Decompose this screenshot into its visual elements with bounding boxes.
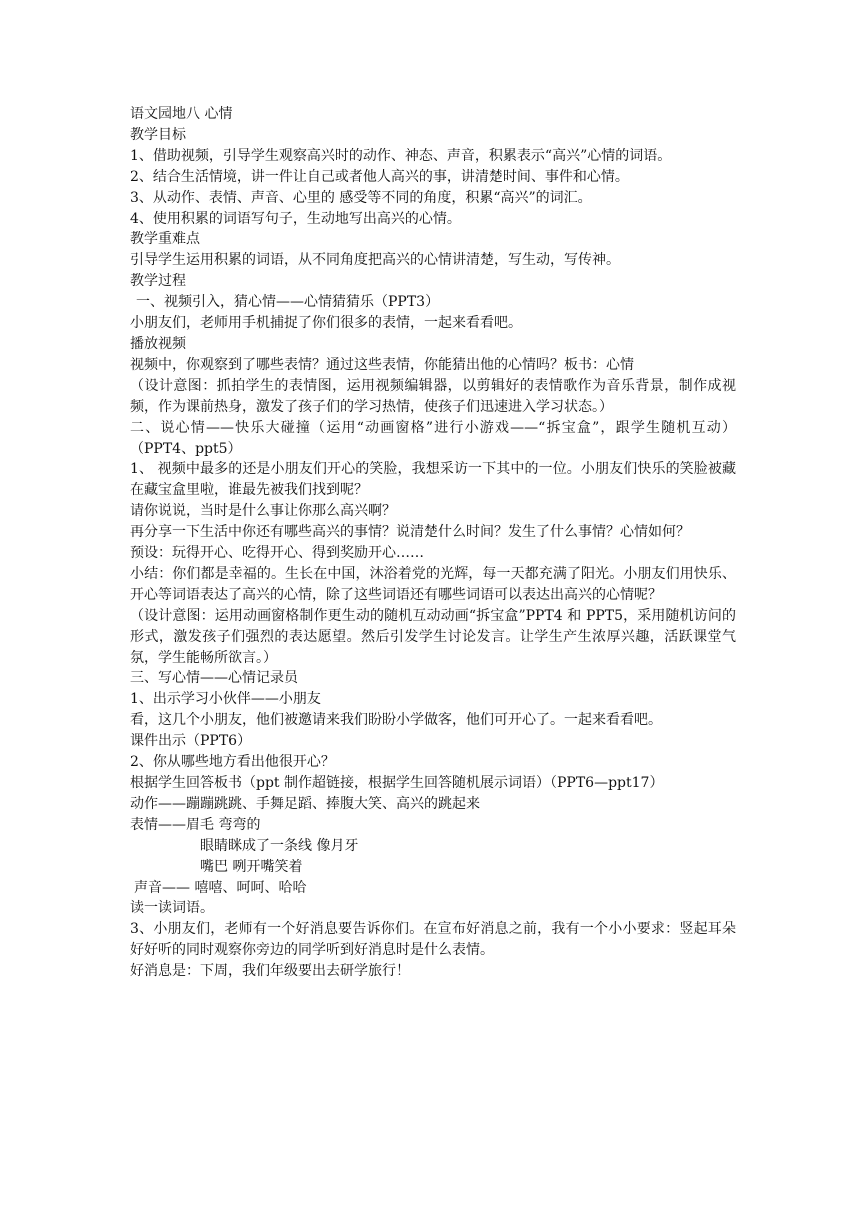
- paragraph: 1、 视频中最多的还是小朋友们开心的笑脸，我想采访一下其中的一位。小朋友们快乐的笑脸被藏在藏宝盒里啦，谁最先被我们找到呢？: [130, 461, 736, 499]
- paragraph: 读一读词语。: [130, 900, 214, 917]
- goal-item: 1、借助视频，引导学生观察高兴时的动作、神态、声音，积累表示“高兴”心情的词语。: [130, 147, 672, 164]
- paragraph: 播放视频: [130, 335, 186, 352]
- paragraph: 嘴巴 咧开嘴笑着: [200, 858, 303, 875]
- goals-heading: 教学目标: [130, 126, 186, 143]
- paragraph: 请你说说，当时是什么事让你那么高兴啊？: [130, 503, 396, 520]
- paragraph: 2、你从哪些地方看出他很开心？: [130, 754, 335, 771]
- document-page: [130, 104, 736, 982]
- section-1-heading: 一、视频引入，猜心情——心情猜猜乐（PPT3）: [136, 294, 440, 311]
- goal-item: 2、结合生活情境，讲一件让自己或者他人高兴的事，讲清楚时间、事件和心情。: [130, 168, 629, 185]
- process-heading: 教学过程: [130, 273, 186, 290]
- paragraph: 再分享一下生活中你还有哪些高兴的事情？说清楚什么时间？发生了什么事情？心情如何？: [130, 524, 690, 541]
- paragraph: 声音—— 嘻嘻、呵呵、哈哈: [134, 879, 307, 896]
- design-note: （设计意图：抓拍学生的表情图，运用视频编辑器，以剪辑好的表情歌作为音乐背景，制作成视频，作为课前热身，激发了孩子们的学习热情，使孩子们迅速进入学习状态。）: [130, 377, 736, 415]
- doc-title: 语文园地八 心情: [130, 106, 233, 122]
- paragraph: 视频中，你观察到了哪些表情？通过这些表情，你能猜出他的心情吗？板书：心情: [130, 356, 634, 373]
- section-3-heading: 三、写心情——心情记录员: [130, 670, 298, 687]
- paragraph: 小结：你们都是幸福的。生长在中国，沐浴着党的光辉，每一天都充满了阳光。小朋友们用快乐、开心等词语表达了高兴的心情，除了这些词语还有哪些词语可以表达出高兴的心情呢？: [130, 565, 736, 603]
- paragraph: 眼睛眯成了一条线 像月牙: [200, 837, 359, 854]
- paragraph: 动作——蹦蹦跳跳、手舞足蹈、捧腹大笑、高兴的跳起来: [130, 795, 480, 812]
- paragraph: 看，这几个小朋友，他们被邀请来我们盼盼小学做客，他们可开心了。一起来看看吧。: [130, 712, 662, 729]
- goal-item: 3、从动作、表情、声音、心里的 感受等不同的角度，积累“高兴”的词汇。: [130, 189, 592, 206]
- design-note: （设计意图：运用动画窗格制作更生动的随机互动动画“拆宝盒”PPT4 和 PPT5，采用随机访问的形式，激发孩子们强烈的表达愿望。然后引发学生讨论发言。让学生产生浓厚兴趣，活跃课堂气氛，学生能畅所欲言。）: [130, 607, 736, 666]
- paragraph: 预设：玩得开心、吃得开心、得到奖励开心……: [130, 545, 424, 562]
- paragraph: 好消息是：下周，我们年级要出去研学旅行！: [130, 963, 410, 980]
- paragraph: 1、出示学习小伙伴——小朋友: [130, 691, 321, 708]
- section-2-heading: 二、说心情——快乐大碰撞（运用“动画窗格”进行小游戏——“拆宝盒”，跟学生随机互动）（PPT4、ppt5）: [130, 419, 736, 457]
- paragraph: 课件出示（PPT6）: [130, 733, 252, 750]
- paragraph: 3、小朋友们，老师有一个好消息要告诉你们。在宣布好消息之前，我有一个小小要求：竖起耳朵好好听的同时观察你旁边的同学听到好消息时是什么表情。: [130, 921, 736, 959]
- paragraph: 小朋友们，老师用手机捕捉了你们很多的表情，一起来看看吧。: [130, 315, 522, 332]
- goal-item: 4、使用积累的词语写句子，生动地写出高兴的心情。: [130, 210, 461, 227]
- paragraph: 表情——眉毛 弯弯的: [130, 816, 261, 833]
- paragraph: 根据学生回答板书（ppt 制作超链接，根据学生回答随机展示词语）（PPT6—ppt17）: [130, 775, 664, 791]
- key-text: 引导学生运用积累的词语，从不同角度把高兴的心情讲清楚，写生动，写传神。: [130, 252, 620, 269]
- key-heading: 教学重难点: [130, 231, 200, 248]
